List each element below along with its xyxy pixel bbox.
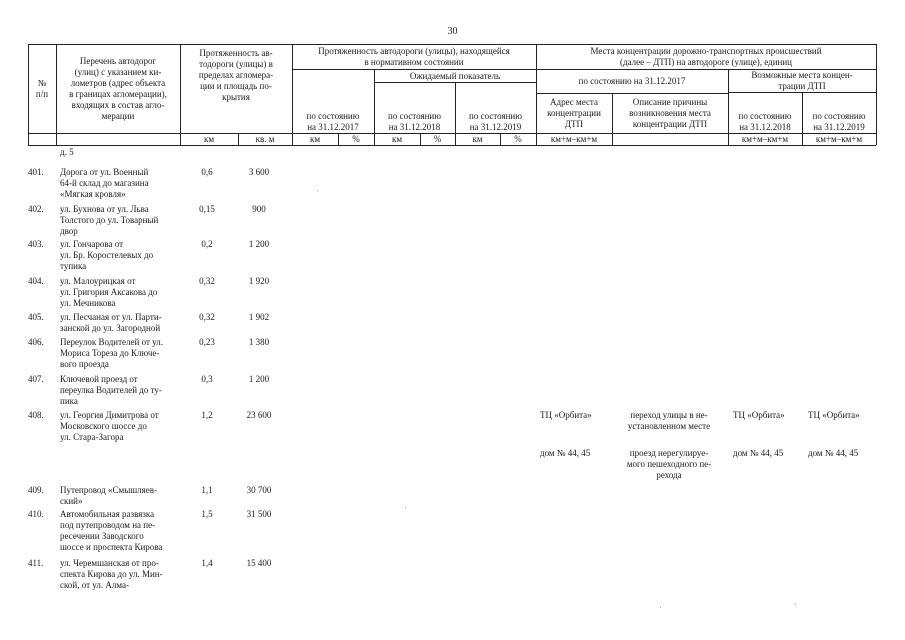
row-length-km: 1,2: [201, 410, 213, 420]
row-area-sq-m: 30 700: [246, 485, 272, 495]
dtp-place-2018: дом № 44, 45: [733, 448, 784, 458]
row-number: 401.: [28, 167, 44, 177]
row-road-name: ул. Песчаная от ул. Парти- занской до ул. Загородной: [60, 312, 162, 333]
scan-speck: [405, 507, 406, 508]
header-number: № п/п: [35, 77, 49, 99]
row-road-name: ул. Черемшанская от про- спекта Кирова до ул. Мин- ской, от ул. Алма-: [60, 558, 163, 590]
row-number: 408.: [28, 410, 44, 420]
row-area-sq-m: 31 500: [246, 509, 272, 519]
row-number: 410.: [28, 509, 44, 519]
row-road-name: ул. Малоурицкая от ул. Григория Аксакова до ул. Мечникова: [60, 276, 158, 308]
row-road-name: ул. Георгия Димитрова от Московского шоссе до ул. Стара-Загора: [60, 410, 159, 442]
header-possible-2019: по состоянию на 31.12.2019: [812, 111, 866, 132]
scan-speck: [317, 190, 318, 191]
page-number: 30: [447, 26, 458, 37]
row-length-km: 0,32: [199, 276, 215, 286]
row-road-name: Путепровод «Смышляев- ский»: [60, 485, 158, 506]
row-area-sq-m: 1 380: [248, 337, 270, 347]
row-length-km: 0,15: [199, 204, 215, 214]
header-normative-group: Протяженность автодороги (улицы), находящейся в нормативном состоянии: [318, 46, 510, 67]
scan-speck: [795, 604, 796, 605]
header-possible-places: Возможные места концен- трации ДТП: [751, 70, 853, 91]
unit-percent-2018: %: [433, 134, 442, 144]
row-number: 403.: [28, 239, 44, 249]
unit-km: км: [203, 134, 215, 144]
header-dtp-group: Места концентрации дорожно-транспортных происшествий (далее – ДТП) на автодороге (улице), единиц: [590, 46, 822, 67]
row-road-name: Дорога от ул. Военный 64-й склад до магазина «Мягкая кровля»: [60, 167, 149, 199]
row-road-name: Автомобильная развязка под путепроводом на пе- ресечении Заводского шоссе и проспекта Кирова: [60, 509, 163, 552]
unit-range-2018: км+м–км+м: [741, 134, 789, 144]
row-number: 409.: [28, 485, 44, 495]
table-header: [0, 0, 905, 160]
row-number: 407.: [28, 374, 44, 384]
row-number: 402.: [28, 204, 44, 214]
row-number: 411.: [28, 558, 44, 568]
scan-speck: [660, 607, 661, 608]
unit-km-2019: км: [472, 134, 483, 144]
row-road-name: ул. Бухнова от ул. Льва Толстого до ул. Товарный двор: [60, 204, 159, 236]
row-area-sq-m: 900: [252, 204, 266, 214]
header-dtp-description: Описание причины возникновения места концентрации ДТП: [629, 97, 711, 129]
unit-percent-normative: %: [352, 134, 360, 144]
row-length-km: 1,1: [201, 485, 213, 495]
header-normative-2017: по состоянию на 31.12.2017: [306, 111, 360, 132]
row-road-name: ул. Гончарова от ул. Бр. Коростелевых до тупика: [60, 239, 154, 271]
row-number: 406.: [28, 337, 44, 347]
row-area-sq-m: 23 600: [246, 410, 272, 420]
header-expected-indicator: Ожидаемый показатель: [409, 70, 501, 81]
dtp-place-2018: ТЦ «Орбита»: [733, 410, 785, 420]
row-length-km: 0,32: [199, 312, 215, 322]
dtp-description: переход улицы в не- установленном месте: [627, 410, 711, 431]
unit-percent-2019: %: [514, 134, 522, 144]
row-road-name: Переулок Водителей от ул. Мориса Тореза до Ключе- вого проезда: [60, 337, 164, 369]
dtp-address: дом № 44, 45: [540, 448, 591, 458]
row-length-km: 0,6: [201, 167, 213, 177]
header-road-list: Перечень автодорог (улиц) с указанием ки- лометров (адрес объекта в границах агломерации), входящих в состав агло- мерации: [69, 55, 167, 121]
header-length-area: Протяженность ав- тодороги (улицы) в пределах агломера- ции и площадь по- крытия: [198, 48, 274, 102]
dtp-place-2019: дом № 44, 45: [808, 448, 859, 458]
row-length-km: 0,23: [199, 337, 215, 347]
unit-km-normative: км: [309, 134, 321, 144]
header-dtp-address: Адрес места концентрации ДТП: [547, 97, 601, 129]
unit-sq-m: кв. м: [255, 134, 275, 144]
unit-km-2018: км: [391, 134, 403, 144]
row-area-sq-m: 1 200: [248, 374, 270, 384]
dtp-description: проезд нерегулируе- мого пешеходного пе- рехода: [626, 448, 712, 480]
row-area-sq-m: 3 600: [248, 167, 270, 177]
row-number: 405.: [28, 312, 44, 322]
row-road-name: Ключевой проезд от переулка Водителей до ту- пика: [60, 374, 162, 406]
header-dtp-2017: по состоянию на 31.12.2017: [578, 76, 686, 86]
unit-range-2019: км+м–км+м: [815, 134, 863, 144]
row-area-sq-m: 15 400: [246, 558, 272, 568]
header-expected-2018: по состоянию на 31.12.2018: [388, 111, 441, 132]
row-area-sq-m: 1 200: [248, 239, 270, 249]
header-expected-2019: по состоянию на 31.12.2019: [469, 111, 522, 132]
row-area-sq-m: 1 902: [248, 312, 270, 322]
row-length-km: 0,3: [201, 374, 213, 384]
dtp-place-2019: ТЦ «Орбита»: [808, 410, 860, 420]
row-length-km: 1,5: [201, 509, 213, 519]
row-length-km: 0,2: [201, 239, 213, 249]
continuation-text: д. 5: [60, 147, 74, 157]
row-area-sq-m: 1 920: [248, 276, 270, 286]
row-length-km: 1,4: [201, 558, 213, 568]
dtp-address: ТЦ «Орбита»: [540, 410, 592, 420]
unit-address-range: км+м–км+м: [550, 134, 598, 144]
header-possible-2018: по состоянию на 31.12.2018: [738, 111, 792, 132]
row-number: 404.: [28, 276, 44, 286]
